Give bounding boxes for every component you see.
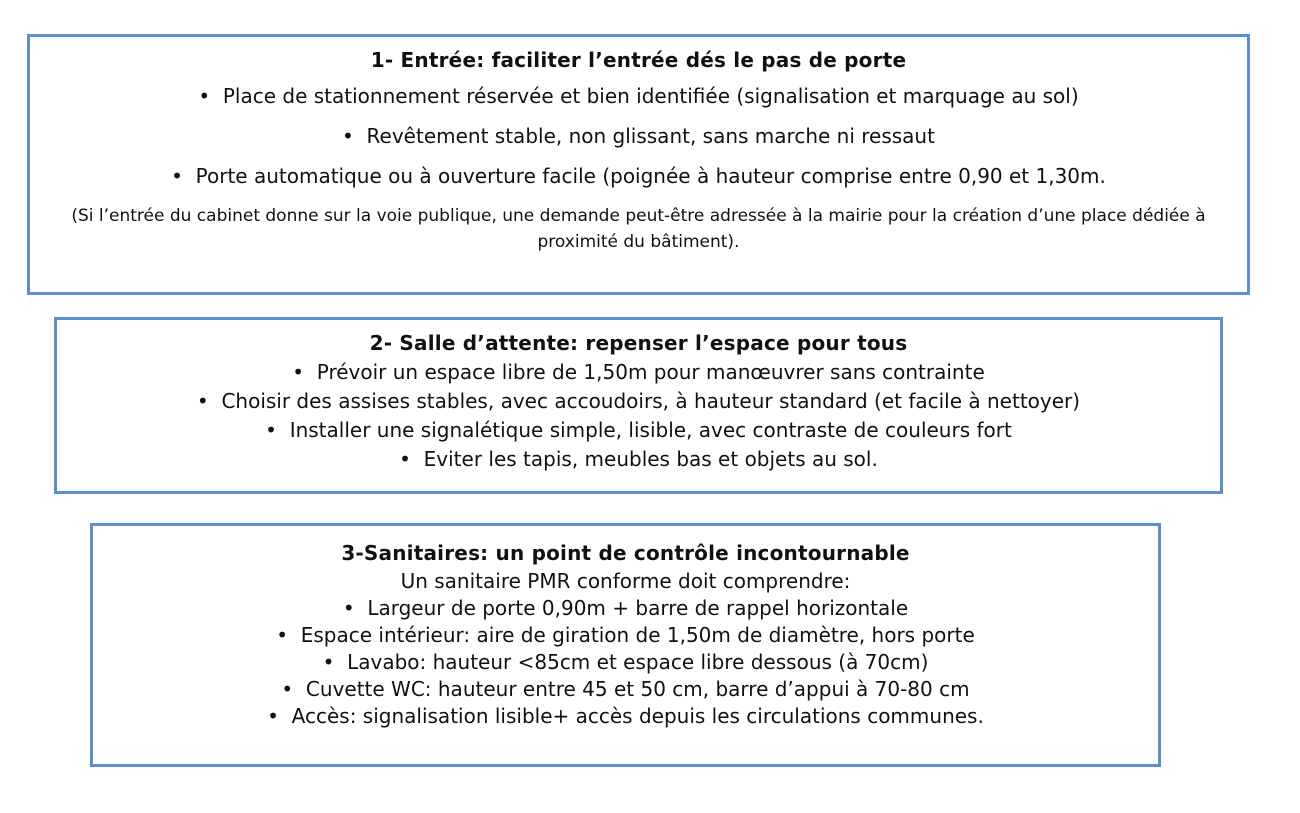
list-item: • Installer une signalétique simple, lisible, avec contraste de couleurs fort bbox=[57, 416, 1220, 445]
list-item: • Porte automatique ou à ouverture facile (poignée à hauteur comprise entre 0,90 et 1,30m. bbox=[30, 163, 1247, 189]
section-sanitaires bbox=[90, 523, 1161, 767]
list-item: • Espace intérieur: aire de giration de 1,50m de diamètre, hors porte bbox=[93, 622, 1158, 649]
section-title: 2- Salle d’attente: repenser l’espace pour tous bbox=[369, 331, 908, 355]
list-item: • Largeur de porte 0,90m + barre de rappel horizontale bbox=[93, 595, 1158, 622]
section-intro: Un sanitaire PMR conforme doit comprendre: bbox=[400, 569, 851, 593]
list-item: • Eviter les tapis, meubles bas et objets au sol. bbox=[57, 445, 1220, 474]
section-entree bbox=[27, 34, 1250, 295]
section-title: 3-Sanitaires: un point de contrôle incontournable bbox=[341, 541, 910, 565]
list-item: • Revêtement stable, non glissant, sans marche ni ressaut bbox=[30, 123, 1247, 149]
list-item: • Lavabo: hauteur <85cm et espace libre dessous (à 70cm) bbox=[93, 649, 1158, 676]
list-item: • Cuvette WC: hauteur entre 45 et 50 cm, barre d’appui à 70-80 cm bbox=[93, 676, 1158, 703]
section-title: 1- Entrée: faciliter l’entrée dés le pas de porte bbox=[370, 48, 907, 72]
list-item: • Prévoir un espace libre de 1,50m pour manœuvrer sans contrainte bbox=[57, 358, 1220, 387]
list-item: • Choisir des assises stables, avec accoudoirs, à hauteur standard (et facile à nettoyer) bbox=[57, 387, 1220, 416]
section-salle-attente bbox=[54, 317, 1223, 494]
list-item: • Place de stationnement réservée et bien identifiée (signalisation et marquage au sol) bbox=[30, 83, 1247, 109]
list-item: • Accès: signalisation lisible+ accès depuis les circulations communes. bbox=[93, 703, 1158, 730]
section-note: (Si l’entrée du cabinet donne sur la voie publique, une demande peut-être adressée à la mairie pour la création d’une place dédiée à proximité du bâtiment). bbox=[71, 206, 1206, 252]
